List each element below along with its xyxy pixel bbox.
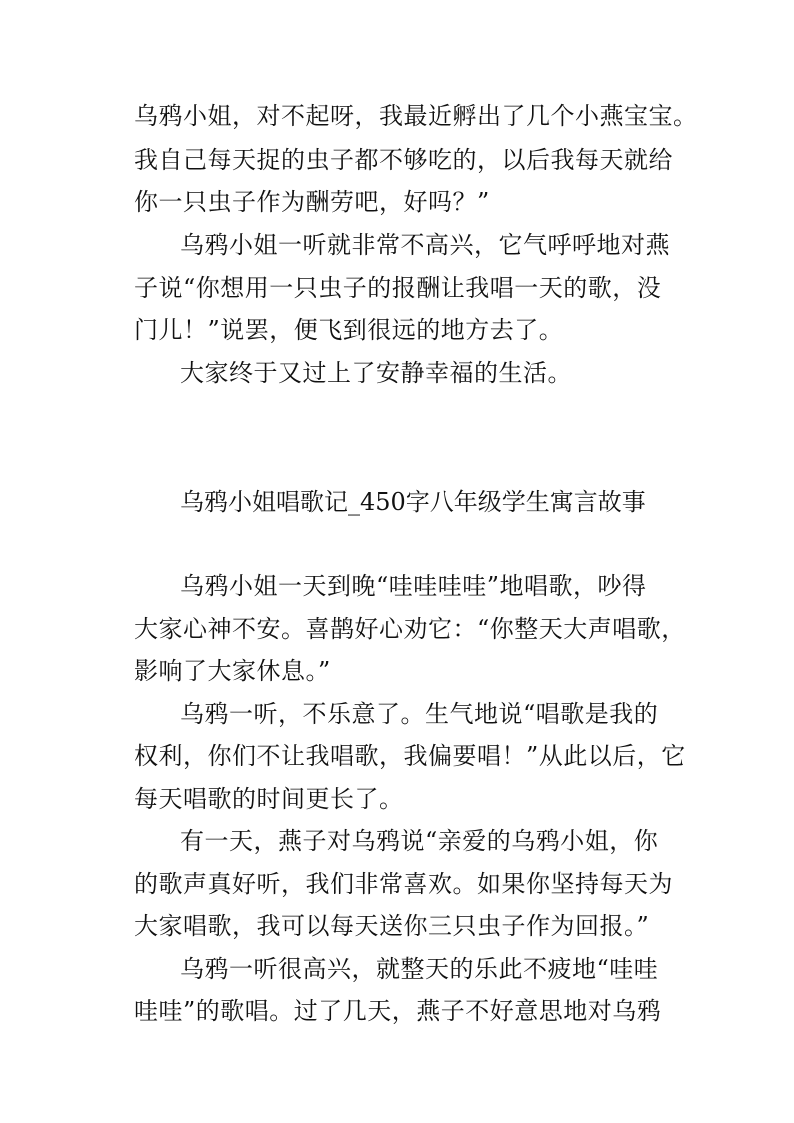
paragraph-line: 的歌声真好听，我们非常喜欢。如果你坚持每天为 bbox=[134, 870, 673, 898]
paragraph-line: 乌鸦小姐一听就非常不高兴，它气呼呼地对燕 bbox=[180, 231, 670, 259]
article-title: 乌鸦小姐唱歌记_450字八年级学生寓言故事 bbox=[180, 488, 646, 516]
paragraph-line: 大家唱歌，我可以每天送你三只虫子作为回报。” bbox=[134, 912, 650, 940]
paragraph-line: 哇哇”的歌唱。过了几天，燕子不好意思地对乌鸦 bbox=[134, 997, 662, 1025]
paragraph-line: 大家终于又过上了安静幸福的生活。 bbox=[180, 359, 572, 387]
paragraph-line: 大家心神不安。喜鹊好心劝它：“你整天大声唱歌， bbox=[134, 615, 686, 643]
paragraph-line: 乌鸦一听，不乐意了。生气地说“唱歌是我的 bbox=[180, 700, 659, 728]
paragraph-line: 乌鸦一听很高兴，就整天的乐此不疲地“哇哇 bbox=[180, 955, 659, 983]
paragraph-line: 乌鸦小姐一天到晚“哇哇哇哇”地唱歌，吵得 bbox=[180, 572, 647, 600]
paragraph-line: 子说“你想用一只虫子的报酬让我唱一天的歌，没 bbox=[134, 274, 662, 302]
paragraph-line: 影响了大家休息。” bbox=[134, 657, 331, 685]
paragraph-line: 每天唱歌的时间更长了。 bbox=[134, 785, 404, 813]
paragraph-line: 有一天，燕子对乌鸦说“亲爱的乌鸦小姐，你 bbox=[180, 827, 659, 855]
paragraph-line: 你一只虫子作为酬劳吧，好吗？” bbox=[134, 188, 490, 216]
paragraph-line: 乌鸦小姐，对不起呀，我最近孵出了几个小燕宝宝。 bbox=[134, 102, 698, 130]
paragraph-line: 权利，你们不让我唱歌，我偏要唱！”从此以后，它 bbox=[134, 742, 686, 770]
paragraph-line: 门儿！”说罢，便飞到很远的地方去了。 bbox=[134, 316, 564, 344]
paragraph-line: 我自己每天捉的虫子都不够吃的，以后我每天就给 bbox=[134, 146, 673, 174]
